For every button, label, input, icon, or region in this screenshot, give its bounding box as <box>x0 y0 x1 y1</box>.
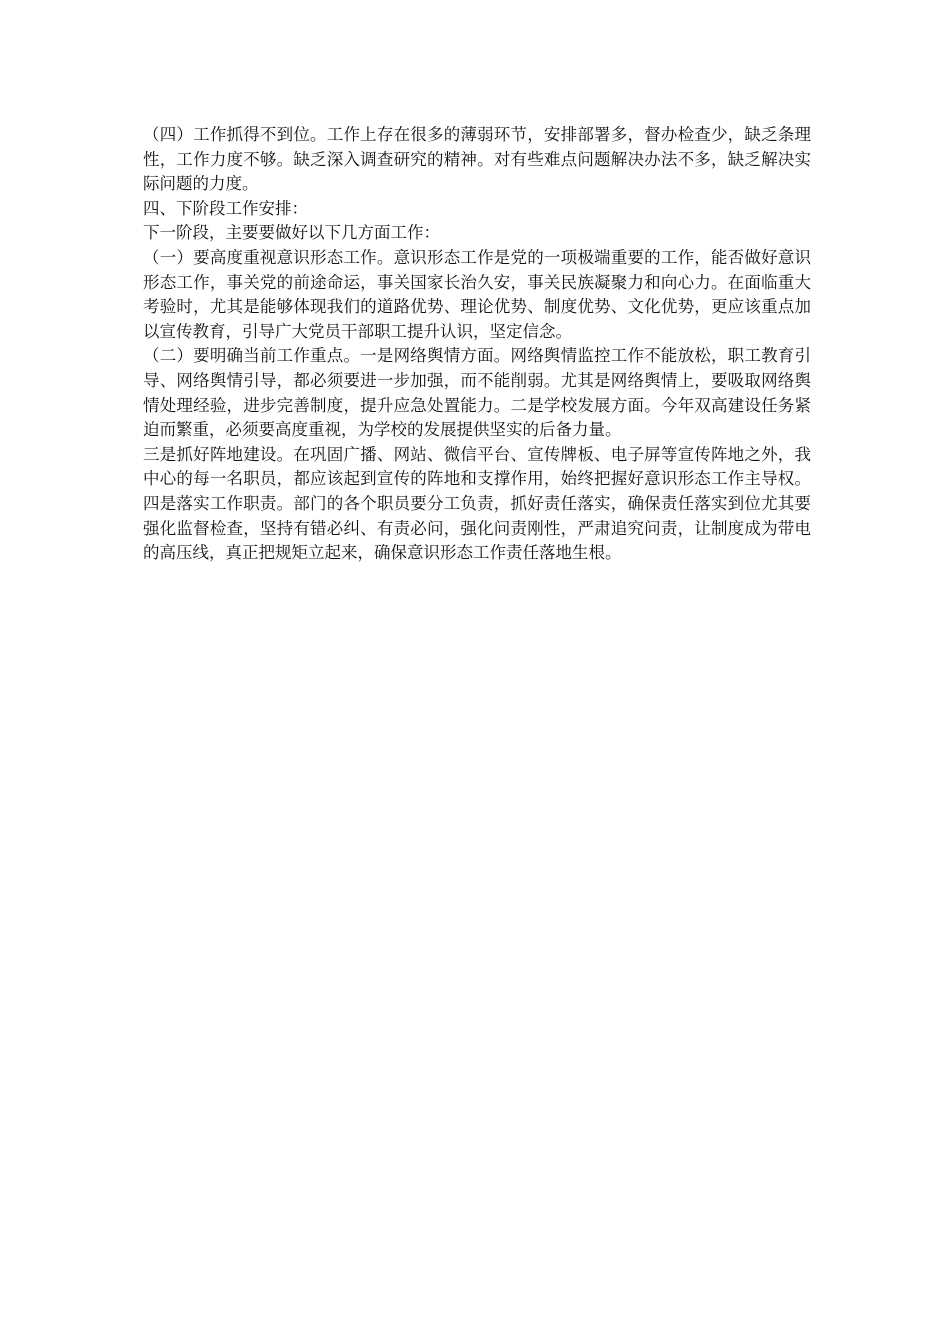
paragraph-positions: 三是抓好阵地建设。在巩固广播、网站、微信平台、宣传牌板、电子屏等宣传阵地之外，我中心的每一名职员，都应该起到宣传的阵地和支撑作用，始终把握好意识形态工作主导权。四是落实工作职责。部门的各个职员要分工负责，抓好责任落实，确保责任落实到位尤其要强化监督检查，坚持有错必纠、有责必问，强化问责刚性，严肃追究问责，让制度成为带电的高压线，真正把规矩立起来，确保意识形态工作责任落地生根。 <box>143 444 811 563</box>
document-body <box>143 123 811 566</box>
paragraph-intro: 下一阶段，主要要做好以下几方面工作： <box>143 223 440 243</box>
paragraph-priorities: （二）要明确当前工作重点。一是网络舆情方面。网络舆情监控工作不能放松，职工教育引导、网络舆情引导，都必须要进一步加强，而不能削弱。尤其是网络舆情上，要吸取网络舆情处理经验，进步完善制度，提升应急处置能力。二是学校发展方面。今年双高建设任务紧迫而繁重，必须要高度重视，为学校的发展提供坚实的后备力量。 <box>143 346 811 440</box>
paragraph-ideology: （一）要高度重视意识形态工作。意识形态工作是党的一项极端重要的工作，能否做好意识形态工作，事关党的前途命运，事关国家长治久安，事关民族凝聚力和向心力。在面临重大考验时，尤其是能够体现我们的道路优势、理论优势、制度优势、文化优势，更应该重点加以宣传教育，引导广大党员干部职工提升认识，坚定信念。 <box>143 247 811 341</box>
paragraph-shortcomings: （四）工作抓得不到位。工作上存在很多的薄弱环节，安排部署多，督办检查少，缺乏条理性，工作力度不够。缺乏深入调查研究的精神。对有些难点问题解决办法不多，缺乏解决实际问题的力度。 <box>143 125 811 194</box>
section-heading-next-stage: 四、下阶段工作安排： <box>143 198 308 218</box>
